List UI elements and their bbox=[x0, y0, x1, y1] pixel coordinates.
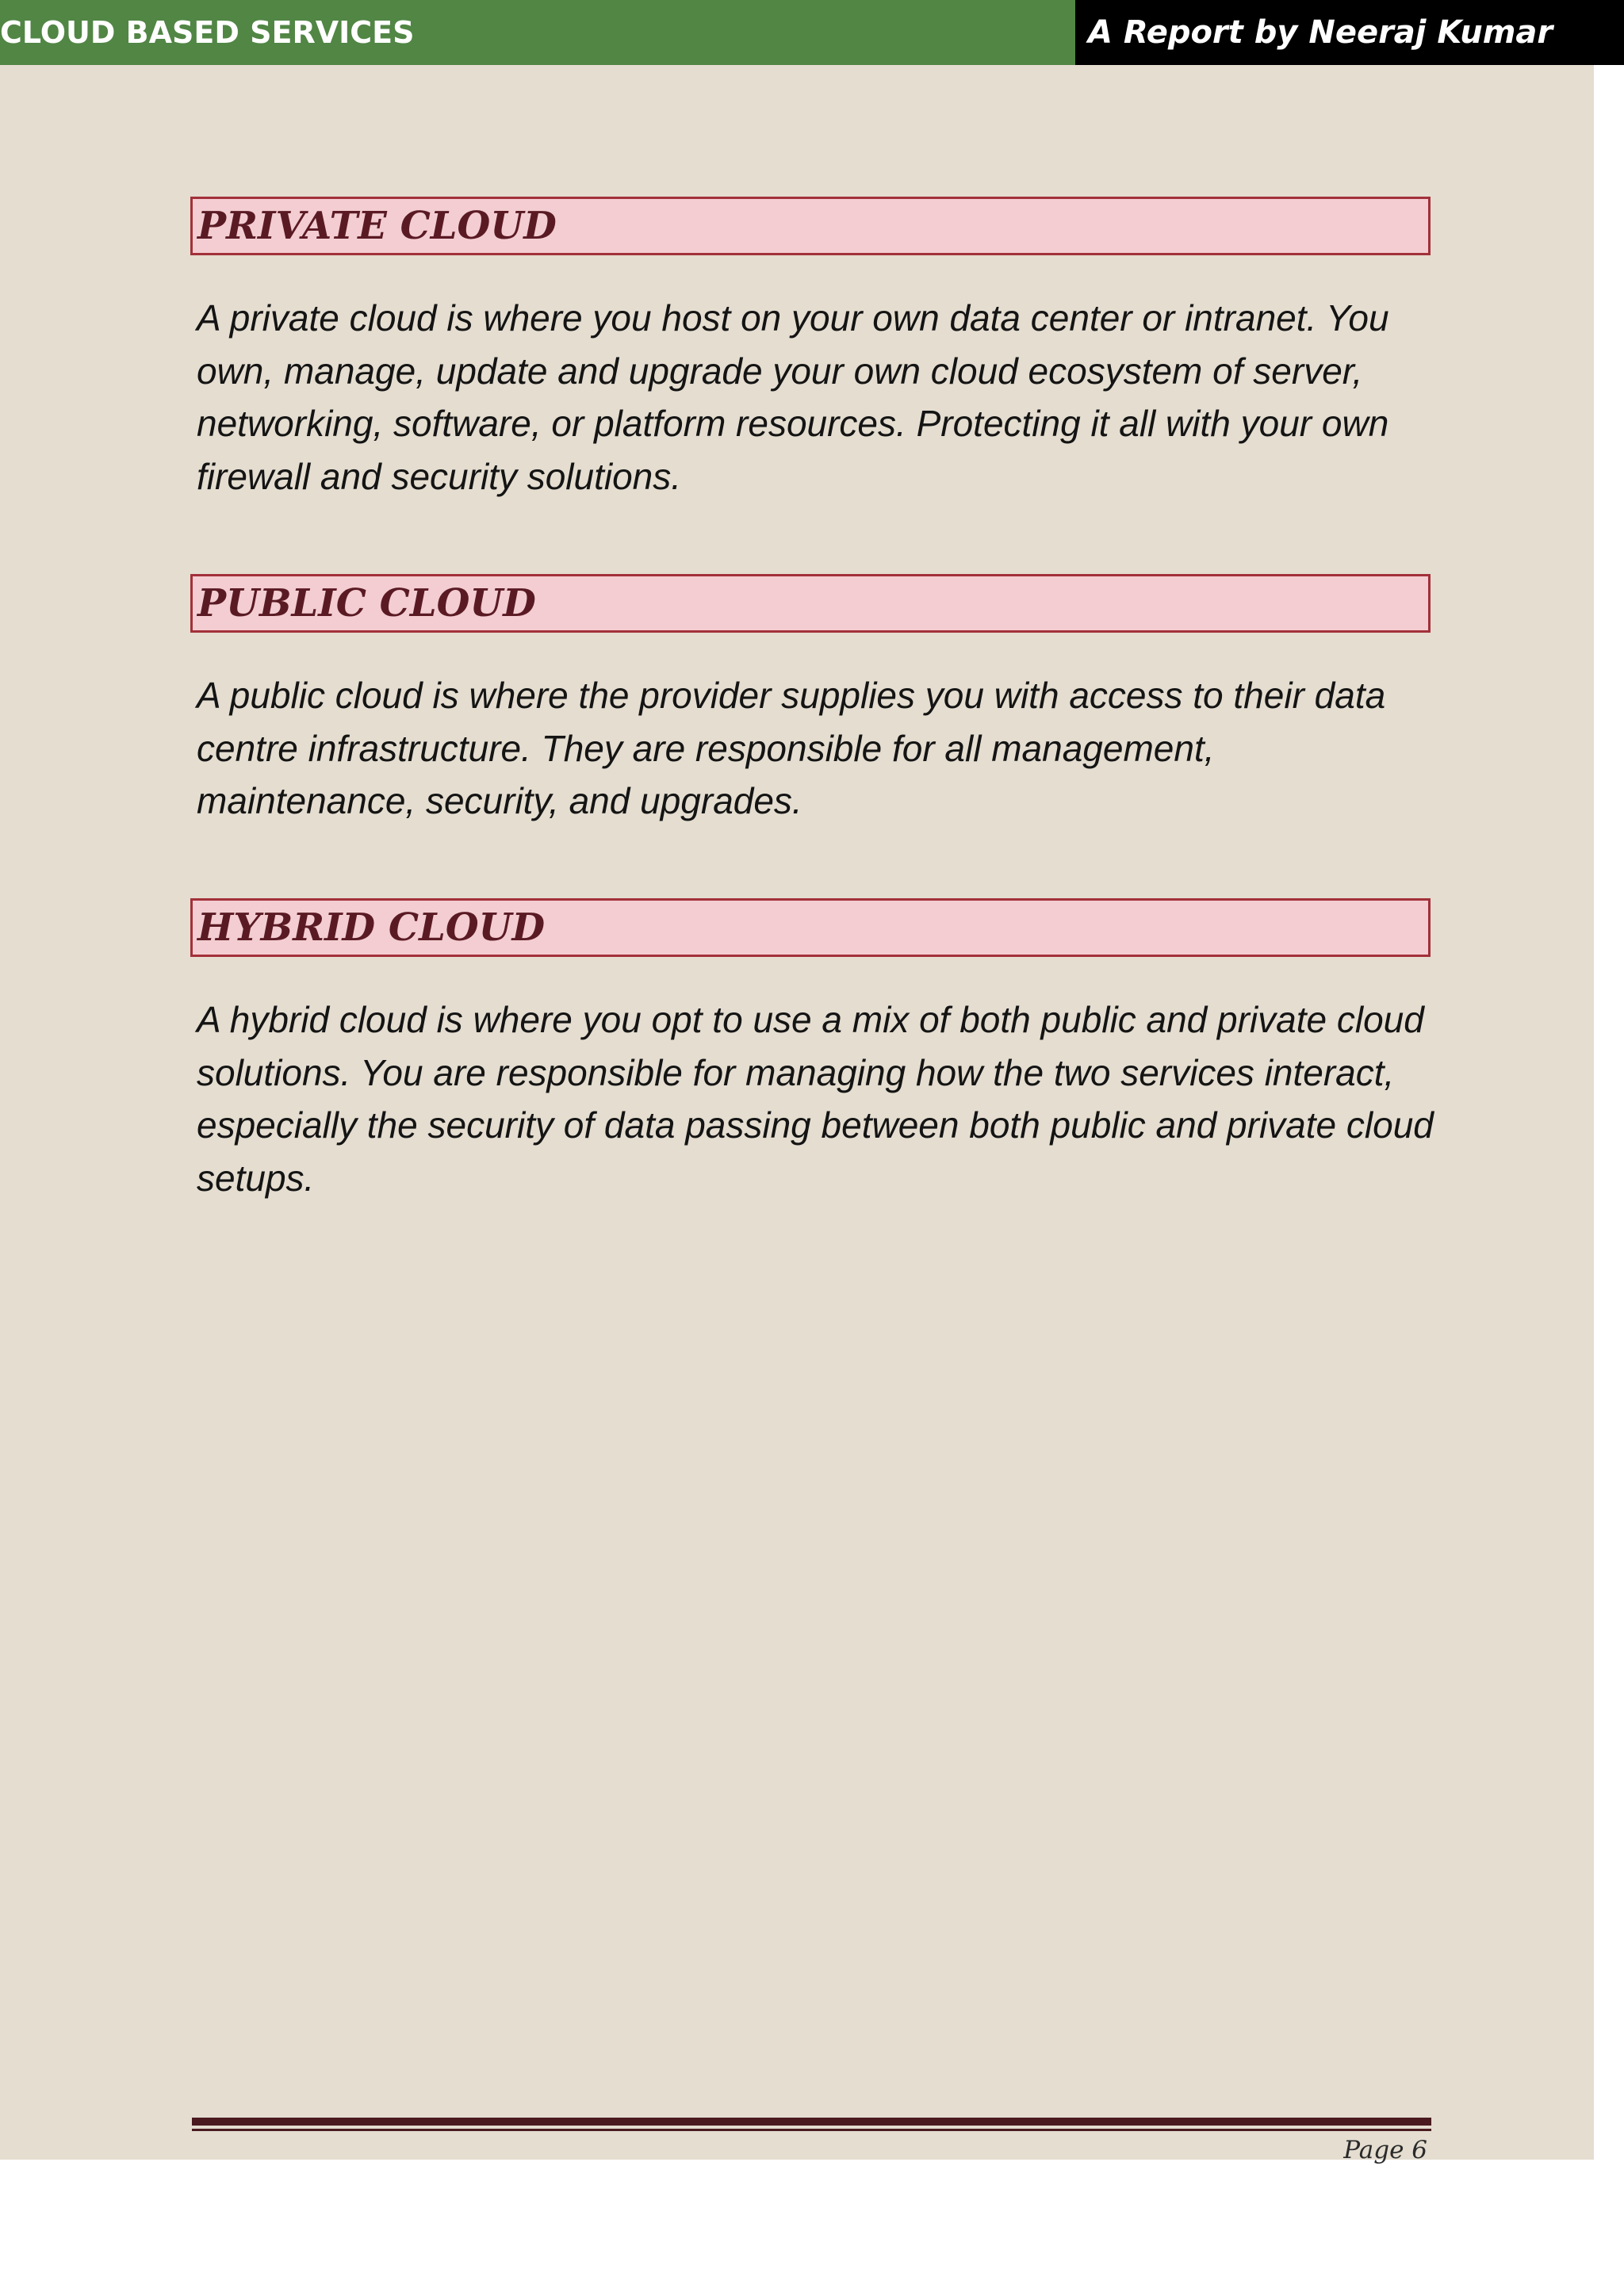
header-title-bar bbox=[0, 0, 1075, 65]
section-body-public-cloud: A public cloud is where the provider supplies you with access to their data centre infrastructure. They are responsible for all management, maintenance, security, and upgrades. bbox=[197, 675, 1386, 821]
section-heading-public-cloud bbox=[190, 574, 1431, 633]
footer-rule-thin bbox=[192, 2129, 1431, 2131]
page-number: Page 6 bbox=[1343, 2136, 1427, 2164]
section-body-private-cloud: A private cloud is where you host on your own data center or intranet. You own, manage, update and upgrade your own cloud ecosystem of server, networking, software, or platform resources. Protecting it all with your own firewall and security solutions. bbox=[197, 297, 1389, 497]
header-title: CLOUD BASED SERVICES bbox=[0, 15, 415, 50]
section-heading-text: PUBLIC CLOUD bbox=[197, 581, 536, 626]
section-heading-text: HYBRID CLOUD bbox=[197, 905, 546, 950]
section-heading-hybrid-cloud bbox=[190, 898, 1431, 957]
header-author-bar bbox=[1075, 0, 1624, 65]
section-heading-private-cloud bbox=[190, 197, 1431, 255]
section-body-hybrid-cloud: A hybrid cloud is where you opt to use a mix of both public and private cloud solutions. You are responsible for managing how the two services interact, especially the security of data passing between both public and private cloud setups. bbox=[197, 999, 1434, 1199]
footer-rule-thick bbox=[192, 2118, 1431, 2126]
section-heading-text: PRIVATE CLOUD bbox=[197, 204, 557, 248]
header-author: A Report by Neeraj Kumar bbox=[1088, 14, 1553, 51]
